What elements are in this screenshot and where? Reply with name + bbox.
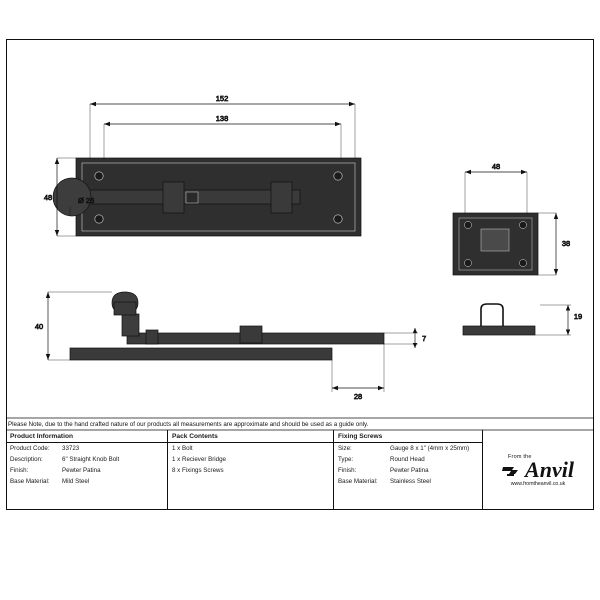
table-row [334, 465, 482, 476]
table-row [334, 443, 482, 454]
svg-text:48: 48 [491, 162, 501, 171]
table-row [334, 476, 482, 487]
product-information-header: Product Information [6, 430, 167, 443]
description-value: 6" Straight Knob Bolt [62, 456, 120, 463]
brand-logo [482, 430, 594, 510]
finish-value: Pewter Patina [62, 467, 101, 474]
disclaimer-note: Please Note, due to the hand crafted nature of our products all measurements are approximate and should be used as a guide only. [8, 421, 369, 428]
table-row [6, 465, 167, 476]
table-row [6, 476, 167, 487]
logo-top-text: From the [508, 453, 532, 460]
anvil-icon [502, 462, 522, 478]
fixing-screws-header: Fixing Screws [334, 430, 482, 443]
list-item: 1 x Reciever Bridge [172, 456, 226, 463]
svg-text:19: 19 [573, 312, 583, 321]
table-row [334, 454, 482, 465]
table-row [6, 454, 167, 465]
logo-wordmark: Anvil [525, 456, 574, 482]
screw-size-value: Gauge 8 x 1" (4mm x 25mm) [390, 445, 470, 452]
svg-text:48: 48 [43, 193, 53, 202]
info-table [6, 430, 594, 510]
screw-type-value: Round Head [390, 456, 425, 463]
description-label: Description: [10, 456, 43, 463]
base-material-label: Base Material: [10, 478, 50, 485]
fixing-screws-column [334, 430, 482, 510]
svg-text:138: 138 [215, 114, 229, 123]
svg-text:7: 7 [422, 334, 427, 343]
screw-finish-value: Pewter Patina [390, 467, 429, 474]
svg-text:38: 38 [561, 239, 571, 248]
product-information-column [6, 430, 167, 510]
screw-size-label: Size: [338, 445, 352, 452]
product-code-label: Product Code: [10, 445, 50, 452]
svg-text:40: 40 [34, 322, 44, 331]
screw-type-label: Type: [338, 456, 354, 463]
product-code-value: 33723 [62, 445, 80, 452]
table-row [6, 443, 167, 454]
screw-base-material-label: Base Material: [338, 478, 378, 485]
screw-base-material-value: Stainless Steel [390, 478, 431, 485]
screw-finish-label: Finish: [338, 467, 357, 474]
svg-text:Ø 26: Ø 26 [78, 196, 95, 205]
list-item: 8 x Fixings Screws [172, 467, 224, 474]
svg-text:28: 28 [353, 392, 363, 401]
pack-contents-column [168, 430, 333, 510]
list-item: 1 x Bolt [172, 445, 193, 452]
svg-text:152: 152 [215, 94, 229, 103]
base-material-value: Mild Steel [62, 478, 90, 485]
pack-contents-header: Pack Contents [168, 430, 333, 443]
finish-label: Finish: [10, 467, 29, 474]
logo-url: www.fromtheanvil.co.uk [510, 480, 566, 487]
